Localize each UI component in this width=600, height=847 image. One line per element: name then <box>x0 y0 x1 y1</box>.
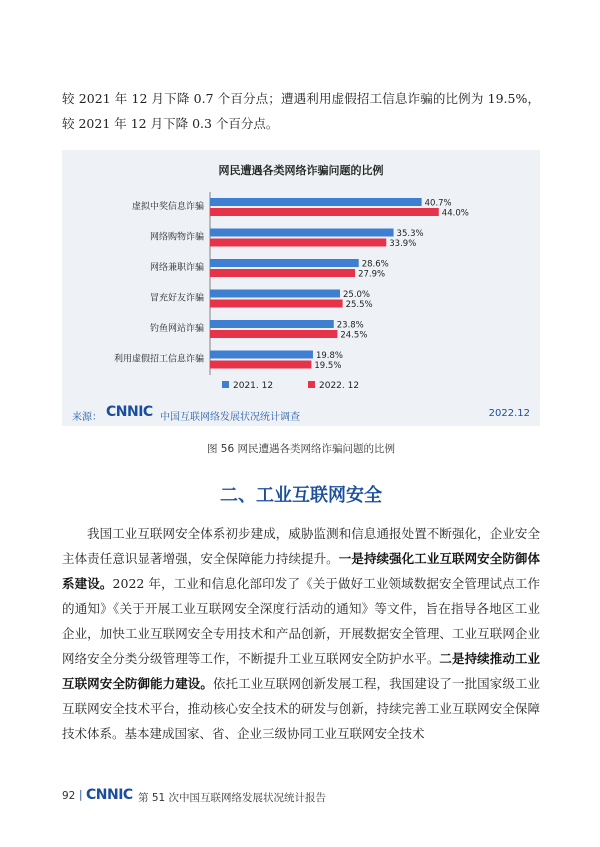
data-label: 28.6% <box>361 259 389 270</box>
data-label: 33.9% <box>389 239 417 249</box>
fraud-chart <box>62 150 540 426</box>
source-label: 来源： <box>72 412 102 423</box>
figure-caption: 图 56 网民遭遇各类网络诈骗问题的比例 <box>206 443 396 455</box>
data-label: 35.3% <box>396 229 424 239</box>
bar <box>210 269 355 277</box>
bar <box>210 239 386 247</box>
body-paragraph <box>62 521 540 746</box>
footer-separator: | <box>79 789 83 801</box>
category-label: 网络兼职诈骗 <box>149 263 204 273</box>
category-label: 冒充好友诈骗 <box>149 293 204 304</box>
bar <box>210 361 311 369</box>
section-title: 二、工业互联网安全 <box>220 485 382 506</box>
data-label: 23.8% <box>336 320 364 331</box>
page-number: 92 <box>62 790 76 802</box>
category-label: 利用虚假招工信息诈骗 <box>113 354 204 365</box>
bar <box>210 330 337 338</box>
cnnic-logo: CNNIC <box>106 404 153 420</box>
body-text-1: 我国工业互联网安全体系初步建成，威胁监测和信息通报处置不断强化，企业安全主体责任意识显著增强，安全保障能力持续提升。 <box>62 526 540 566</box>
legend-entry: 2022. 12 <box>319 381 360 391</box>
category-label: 钓鱼网站诈骗 <box>149 324 204 334</box>
footer-logo: CNNIC <box>86 787 133 803</box>
source-name: 中国互联网络发展状况统计调查 <box>160 412 300 423</box>
body-text-2: 2022 年，工业和信息化部印发了《关于做好工业领域数据安全管理试点工作的通知》《关于开展工业互联网安全深度行活动的通知》等文件，旨在指导各地区工业企业，加快工业互联网安全专用技术和产品创新，开展数据安全管理、工业互联网企业网络安全分类分级管理等工作，不断提升工业互联网安全防护水平。 <box>62 576 540 666</box>
bar <box>210 259 359 267</box>
data-label: 25.0% <box>343 290 371 300</box>
bar <box>210 290 340 298</box>
intro-paragraph: 较 2021 年 12 月下降 0.7 个百分点；遭遇利用虚假招工信息诈骗的比例为 19.5%，较 2021 年 12 月下降 0.3 个百分点。 <box>62 91 540 131</box>
source-date: 2022.12 <box>488 408 530 419</box>
legend-swatch <box>222 381 229 388</box>
bar <box>210 198 422 206</box>
data-label: 19.8% <box>315 351 343 361</box>
data-label: 40.7% <box>424 198 452 209</box>
data-label: 19.5% <box>314 361 342 371</box>
report-title: 第 51 次中国互联网络发展状况统计报告 <box>138 792 327 804</box>
fraud-chart-svg <box>62 150 540 406</box>
body-text-3: 依托工业互联网创新发展工程，我国建设了一批国家级工业互联网安全技术平台，推动核心安全技术的研发与创新，持续完善工业互联网安全保障技术体系。基本建成国家、省、企业三级协同工业互联网安全技术 <box>62 676 540 741</box>
body-bold-1: 一是持续强化工业互联网安全防御体系建设。 <box>62 551 540 591</box>
bar <box>210 320 334 328</box>
legend-swatch <box>308 381 315 388</box>
data-label: 25.5% <box>345 300 373 310</box>
chart-title: 网民遭遇各类网络诈骗问题的比例 <box>218 164 384 177</box>
category-label: 网络购物诈骗 <box>149 232 204 243</box>
bar <box>210 229 394 237</box>
data-label: 44.0% <box>441 208 469 219</box>
bar <box>210 351 313 359</box>
legend-entry: 2021. 12 <box>233 381 274 391</box>
bar <box>210 300 343 308</box>
body-bold-2: 二是持续推动工业互联网安全防御能力建设。 <box>62 651 540 691</box>
chart-source <box>62 406 540 424</box>
data-label: 27.9% <box>358 269 386 280</box>
bar <box>210 208 439 216</box>
data-label: 24.5% <box>340 330 368 341</box>
category-label: 虚拟中奖信息诈骗 <box>131 202 204 212</box>
